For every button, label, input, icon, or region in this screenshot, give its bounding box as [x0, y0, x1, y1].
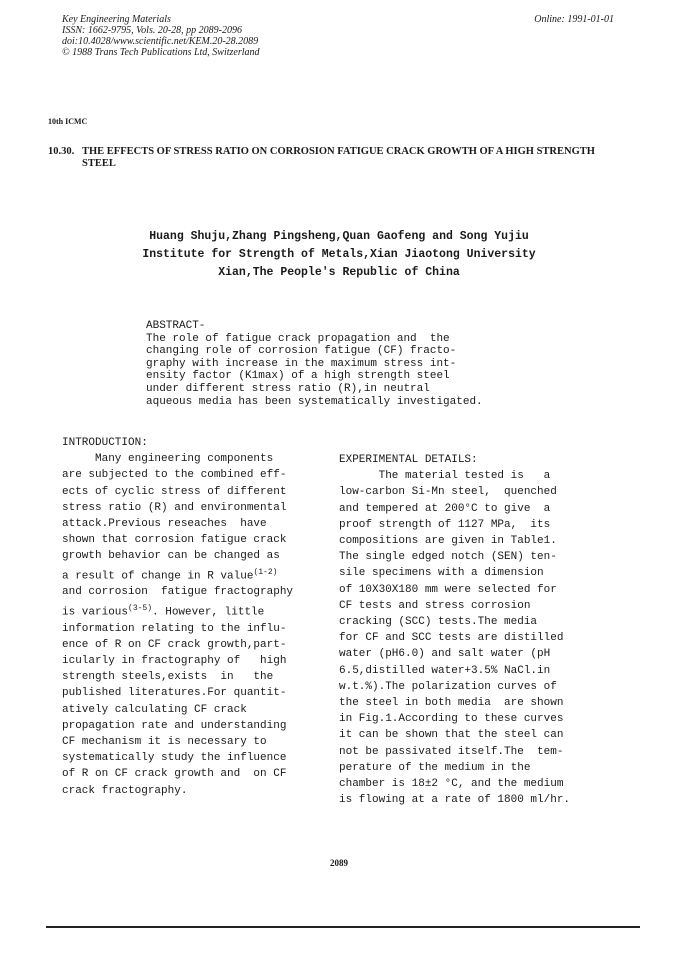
text-line: is flowing at a rate of 1800 ml/hr. [339, 794, 571, 807]
header-line: Key Engineering Materials [62, 14, 171, 25]
text-line: it can be shown that the steel can [339, 729, 564, 742]
text-line: shown that corrosion fatigue crack [62, 534, 287, 547]
conference-tag: 10th ICMC [48, 117, 88, 126]
journal-header [62, 14, 260, 58]
text-line: perature of the medium in the [339, 761, 531, 774]
text-line: Many engineering components [62, 453, 274, 466]
text-line: water (pH6.0) and salt water (pH [339, 648, 551, 661]
paper-title [48, 146, 608, 170]
abstract-line: changing role of corrosion fatigue (CF) fracto- [146, 345, 457, 358]
text-line: compositions are given in Table1. [339, 535, 557, 548]
text-line: 6.5,distilled water+3.5% NaCl.in [339, 664, 551, 677]
text-line: w.t.%).The polarization curves of [339, 680, 557, 693]
text-line: sile specimens with a dimension [339, 567, 544, 580]
abstract-line: ensity factor (K1max) of a high strength steel [146, 370, 450, 383]
section-heading: INTRODUCTION: [62, 437, 148, 449]
text-line: not be passivated itself.The tem- [339, 745, 564, 758]
header-line: doi:10.4028/www.scientific.net/KEM.20-28.2089 [62, 36, 259, 47]
text-line: chamber is 18±2 °C, and the medium [339, 778, 564, 791]
text-line: of 10X30X180 mm were selected for [339, 583, 557, 596]
text-line: low-carbon Si-Mn steel, quenched [339, 486, 557, 499]
text-line: propagation rate and understanding [62, 719, 287, 732]
text-line: CF tests and stress corrosion [339, 599, 531, 612]
text-line: The material tested is a [339, 470, 551, 483]
text-line: stress ratio (R) and environmental [62, 501, 287, 514]
online-date: Online: 1991-01-01 [534, 14, 614, 25]
text-line: systematically study the influence [62, 752, 287, 765]
abstract-line: graphy with increase in the maximum stress int- [146, 357, 457, 370]
text-line: for CF and SCC tests are distilled [339, 632, 564, 645]
text-line: crack fractography. [62, 784, 188, 797]
text-line: icularly in fractography of high [62, 654, 287, 667]
text-line: in Fig.1.According to these curves [339, 713, 564, 726]
authors: Huang Shuju,Zhang Pingsheng,Quan Gaofeng and Song Yujiu [149, 230, 529, 243]
text-line: is various$^{(3-5)}$. However, little [62, 603, 265, 619]
text-line: atively calculating CF crack [62, 703, 247, 716]
text-line: are subjected to the combined eff- [62, 469, 287, 482]
text-line: the steel in both media are shown [339, 697, 564, 710]
title-line: THE EFFECTS OF STRESS RATIO ON CORROSION FATIGUE CRACK GROWTH OF A HIGH STRENGTH [82, 146, 595, 157]
text-line: attack.Previous reseaches have [62, 518, 267, 531]
title-line: STEEL [82, 158, 116, 169]
text-line: cracking (SCC) tests.The media [339, 616, 538, 629]
experimental-column [339, 452, 629, 808]
text-line: The single edged notch (SEN) ten- [339, 551, 557, 564]
reference-citation: (3-5) [128, 603, 153, 613]
page-number: 2089 [330, 858, 348, 868]
abstract-line: under different stress ratio (R),in neutral [146, 382, 430, 395]
section-number: 10.30. [48, 146, 75, 157]
bottom-rule [46, 926, 640, 928]
header-line: ISSN: 1662-9795, Vols. 20-28, pp 2089-2096 [62, 25, 242, 36]
text-line: ects of cyclic stress of different [62, 485, 287, 498]
location: Xian,The People's Republic of China [218, 266, 460, 279]
text-line: proof strength of 1127 MPa, its [339, 518, 551, 531]
text-line: growth behavior can be changed as [62, 550, 280, 563]
abstract-line: The role of fatigue crack propagation and the [146, 332, 450, 345]
abstract [146, 320, 546, 408]
text-line: a result of change in R value$^{(1-2)}$ [62, 567, 278, 583]
reference-citation: (1-2) [253, 567, 278, 577]
text-line: CF mechanism it is necessary to [62, 735, 267, 748]
text-line: of R on CF crack growth and on CF [62, 768, 287, 781]
text-line: ence of R on CF crack growth,part- [62, 638, 287, 651]
text-line: and corrosion fatigue fractography [62, 586, 294, 599]
section-heading: EXPERIMENTAL DETAILS: [339, 454, 478, 466]
introduction-column [62, 435, 324, 799]
text-line: information relating to the influ- [62, 622, 287, 635]
text-line: strength steels,exists in the [62, 671, 274, 684]
text-line: and tempered at 200°C to give a [339, 502, 551, 515]
header-line: © 1988 Trans Tech Publications Ltd, Switzerland [62, 47, 260, 58]
institution: Institute for Strength of Metals,Xian Jiaotong University [142, 248, 536, 261]
text-line: published literatures.For quantit- [62, 687, 287, 700]
abstract-heading: ABSTRACT- [146, 320, 206, 332]
abstract-line: aqueous media has been systematically investigated. [146, 395, 483, 408]
